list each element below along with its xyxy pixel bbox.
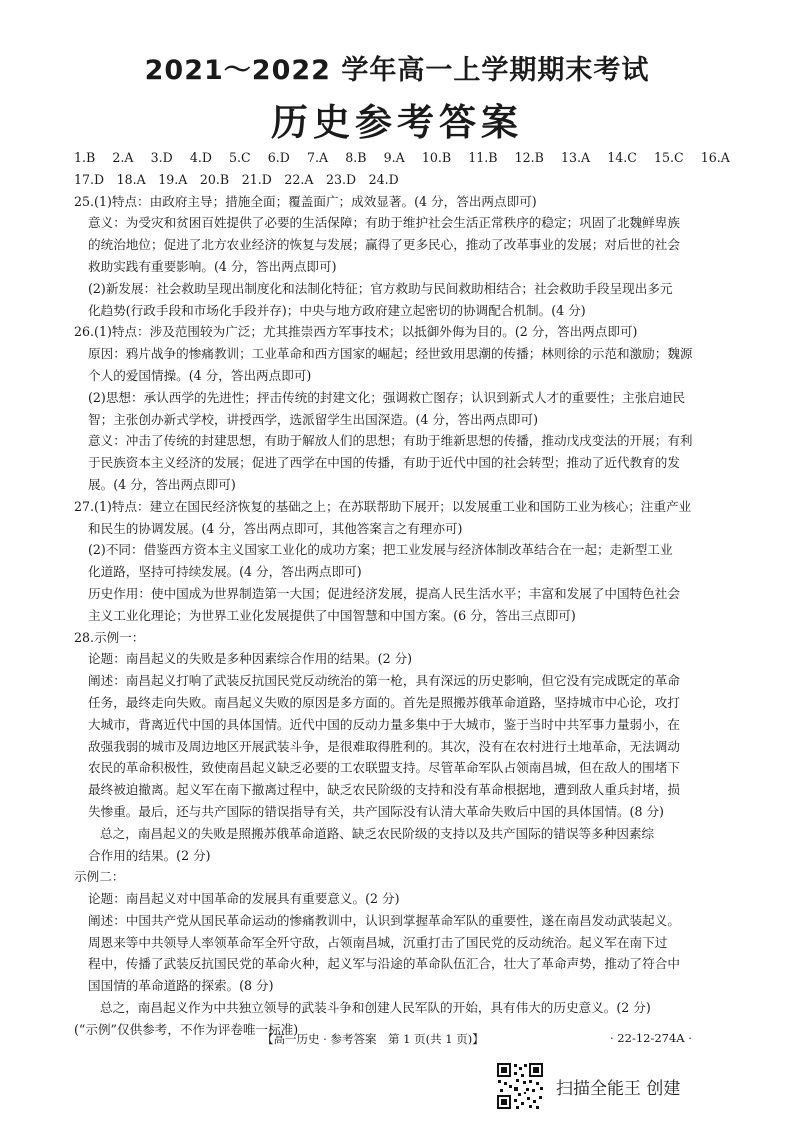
answer-line: 论题：南昌起义对中国革命的发展具有重要意义。(2 分) [88,891,400,907]
question-27-answer [74,496,730,627]
mc-answer: 1.B [74,150,96,165]
answer-line: (2)不同：借鉴西方资本主义国家工业化的成功方案；把工业发展与经济体制改革结合在一起；走新型工业 [88,542,673,558]
answer-line: 主义工业化理论；为世界工业化发展提供了中国智慧和中国方案。(6 分，答出三点即可) [88,607,576,623]
answer-line: 化道路，坚持可持续发展。(4 分，答出两点即可) [88,564,362,580]
mc-answer: 10.B [421,150,452,165]
answer-line: (2)思想：承认西学的先进性；抨击传统的封建文化；强调救亡图存；认识到新式人才的重要性；主张启迪民 [88,389,686,405]
question-28-answer [74,627,730,1041]
answer-line: 国国情的革命道路的探索。(8 分) [88,978,274,994]
answer-line: 失惨重。最后，还与共产国际的错误指导有关，共产国际没有认清大革命失败后中国的具体国情。(8 分) [88,803,664,819]
answer-line: (2)新发展：社会救助呈现出制度化和法制化特征；官方救助与民间救助相结合；社会救助手段呈现出多元 [88,280,673,296]
answer-line: 于民族资本主义经济的发展；促进了西学在中国的传播，有助于近代中国的社会转型；推动了近代教育的发 [88,455,680,471]
qr-code-icon [496,1062,544,1110]
footer-paper-code: · 22-12-274A · [610,1031,692,1045]
answer-line: 个人的爱国情操。(4 分，答出两点即可) [88,367,312,383]
q28-example-2-summary: 总之，南昌起义作为中共独立领导的武装斗争和创建人民军队的开始，具有伟大的历史意义。(2 分) [100,1000,651,1016]
answer-line: 意义：为受灾和贫困百姓提供了必要的生活保障；有助于维护社会生活正常秩序的稳定；巩固了北魏鲜卑族 [88,215,680,231]
mc-answer: 21.D [241,171,272,187]
answer-line: 合作用的结果。(2 分) [88,847,211,863]
mc-answer: 17.D [74,171,105,187]
grading-note: (“示例”仅供参考，不作为评卷唯一标准) [74,1021,299,1037]
answer-line: 总之，南昌起义的失败是照搬苏俄革命道路、缺乏农民阶级的支持以及共产国际的错误等多种因素综 [100,825,655,841]
mc-answer: 23.D [325,171,357,187]
question-25-answer [74,191,730,322]
answer-content [74,147,730,1041]
mc-answer: 16.A [700,150,730,165]
answer-line: 原因：鸦片战争的惨痛教训；工业革命和西方国家的崛起；经世致用思潮的传播；林则徐的示范和激励；魏源 [88,346,693,362]
q28-example-2-body [74,888,730,997]
answer-line: 阐述：南昌起义打响了武装反抗国民党反动统治的第一枪，具有深远的历史影响，但它没有完成既定的革命 [88,673,680,689]
answer-line: 26.(1)特点：涉及范围较为广泛；尤其推崇西方军事技术；以抵御外侮为目的。(2 分，答出两点即可) [74,324,638,340]
answer-line: 智；主张创办新式学校，讲授西学，选派留学生出国深造。(4 分，答出两点即可) [88,411,539,427]
answer-line: 论题：南昌起义的失败是多种因素综合作用的结果。(2 分) [88,651,413,667]
footer-page-info: 【高一历史 · 参考答案 第 1 页(共 1 页)】 [262,1032,484,1046]
mc-answer: 3.D [150,150,173,165]
answer-key-title: 历史参考答案 [271,101,523,144]
q28-example-1-summary [74,823,730,867]
mc-answer: 9.A [383,150,405,165]
q28-example-1-body [74,648,730,822]
answer-line: 意义：冲击了传统的封建思想，有助于解放人们的思想；有助于维新思想的传播，推动戊戌变法的开展；有利 [88,433,693,449]
answer-line: 敌强我弱的城市及周边地区开展武装斗争，是很难取得胜利的。其次，没有在农村进行土地革命，无法调动 [88,738,680,754]
exam-title: 2021～2022 学年高一上学期期末考试 [144,55,650,86]
answer-line: 化趋势(行政手段和市场化手段并存)；中央与地方政府建立起密切的协调配合机制。(4 分) [88,302,586,318]
mc-answer: 6.D [267,150,290,165]
mc-answer: 20.B [199,171,230,187]
answer-line: 27.(1)特点：建立在国民经济恢复的基础之上；在苏联帮助下展开；以发展重工业和国防工业为核心；注重产业 [74,498,692,514]
mc-answer: 22.A [284,171,314,187]
mc-answer: 15.C [653,150,684,165]
answer-line: 任务，最终走向失败。南昌起义失败的原因是多方面的。首先是照搬苏俄革命道路，坚持城市中心论，攻打 [88,694,680,710]
answer-line: 周恩来等中共领导人率领革命军全歼守敌，占领南昌城，沉重打击了国民党的反动统治。起义军在南下过 [88,934,668,950]
answer-line: 最终被迫撤离。起义军在南下撤离过程中，缺乏农民阶级的支持和没有革命根据地，遭到敌人重兵封堵，损 [88,782,680,798]
answer-line: 和民生的协调发展。(4 分，答出两点即可，其他答案言之有理亦可) [88,520,463,536]
mc-answer: 24.D [368,171,399,187]
answer-line: 阐述：中国共产党从国民革命运动的惨痛教训中，认识到掌握革命军队的重要性，遂在南昌发动武装起义。 [88,912,680,928]
mc-answer: 18.A [116,171,146,187]
q28-example-1-heading: 28.示例一： [74,629,145,645]
answer-line: 历史作用：使中国成为世界制造第一大国；促进经济发展，提高人民生活水平；丰富和发展了中国特色社会 [88,585,680,601]
answer-line: 农民的革命积极性，致使南昌起义缺乏必要的工农联盟支持。尽管革命军队占领南昌城，但在敌人的围堵下 [88,760,680,776]
answer-line: 大城市，背离近代中国的具体国情。近代中国的反动力量多集中于大城市，鉴于当时中共军事力量弱小，在 [88,716,680,732]
mc-answer: 8.B [345,150,367,165]
mc-answer: 4.D [189,150,212,165]
answer-line: 的统治地位；促进了北方农业经济的恢复与发展；赢得了更多民心，推动了改革事业的发展；对后世的社会 [88,237,680,253]
mc-answers-row-1 [74,147,730,169]
mc-answer: 12.B [514,150,544,165]
mc-answer: 14.C [607,150,637,165]
mc-answer: 11.B [468,150,498,165]
scanner-watermark: 扫描全能王 创建 [556,1079,681,1099]
mc-answers-row-2 [74,169,730,191]
mc-answer: 5.C [229,150,251,165]
mc-answer: 19.A [158,171,188,187]
answer-line: 25.(1)特点：由政府主导；措施全面；覆盖面广；成效显著。(4 分，答出两点即可) [74,193,537,209]
answer-line: 程中，传播了武装反抗国民党的革命火种，起义军与沿途的革命队伍汇合，壮大了革命声势，推动了符合中 [88,956,680,972]
answer-line: 展。(4 分，答出两点即可) [88,476,236,492]
q28-example-2-heading: 示例二： [74,869,125,885]
question-26-answer [74,321,730,495]
mc-answer: 2.A [112,150,134,165]
answer-line: 救助实践有重要影响。(4 分，答出两点即可) [88,258,337,274]
mc-answer: 7.A [307,150,329,165]
mc-answer: 13.A [560,150,591,165]
